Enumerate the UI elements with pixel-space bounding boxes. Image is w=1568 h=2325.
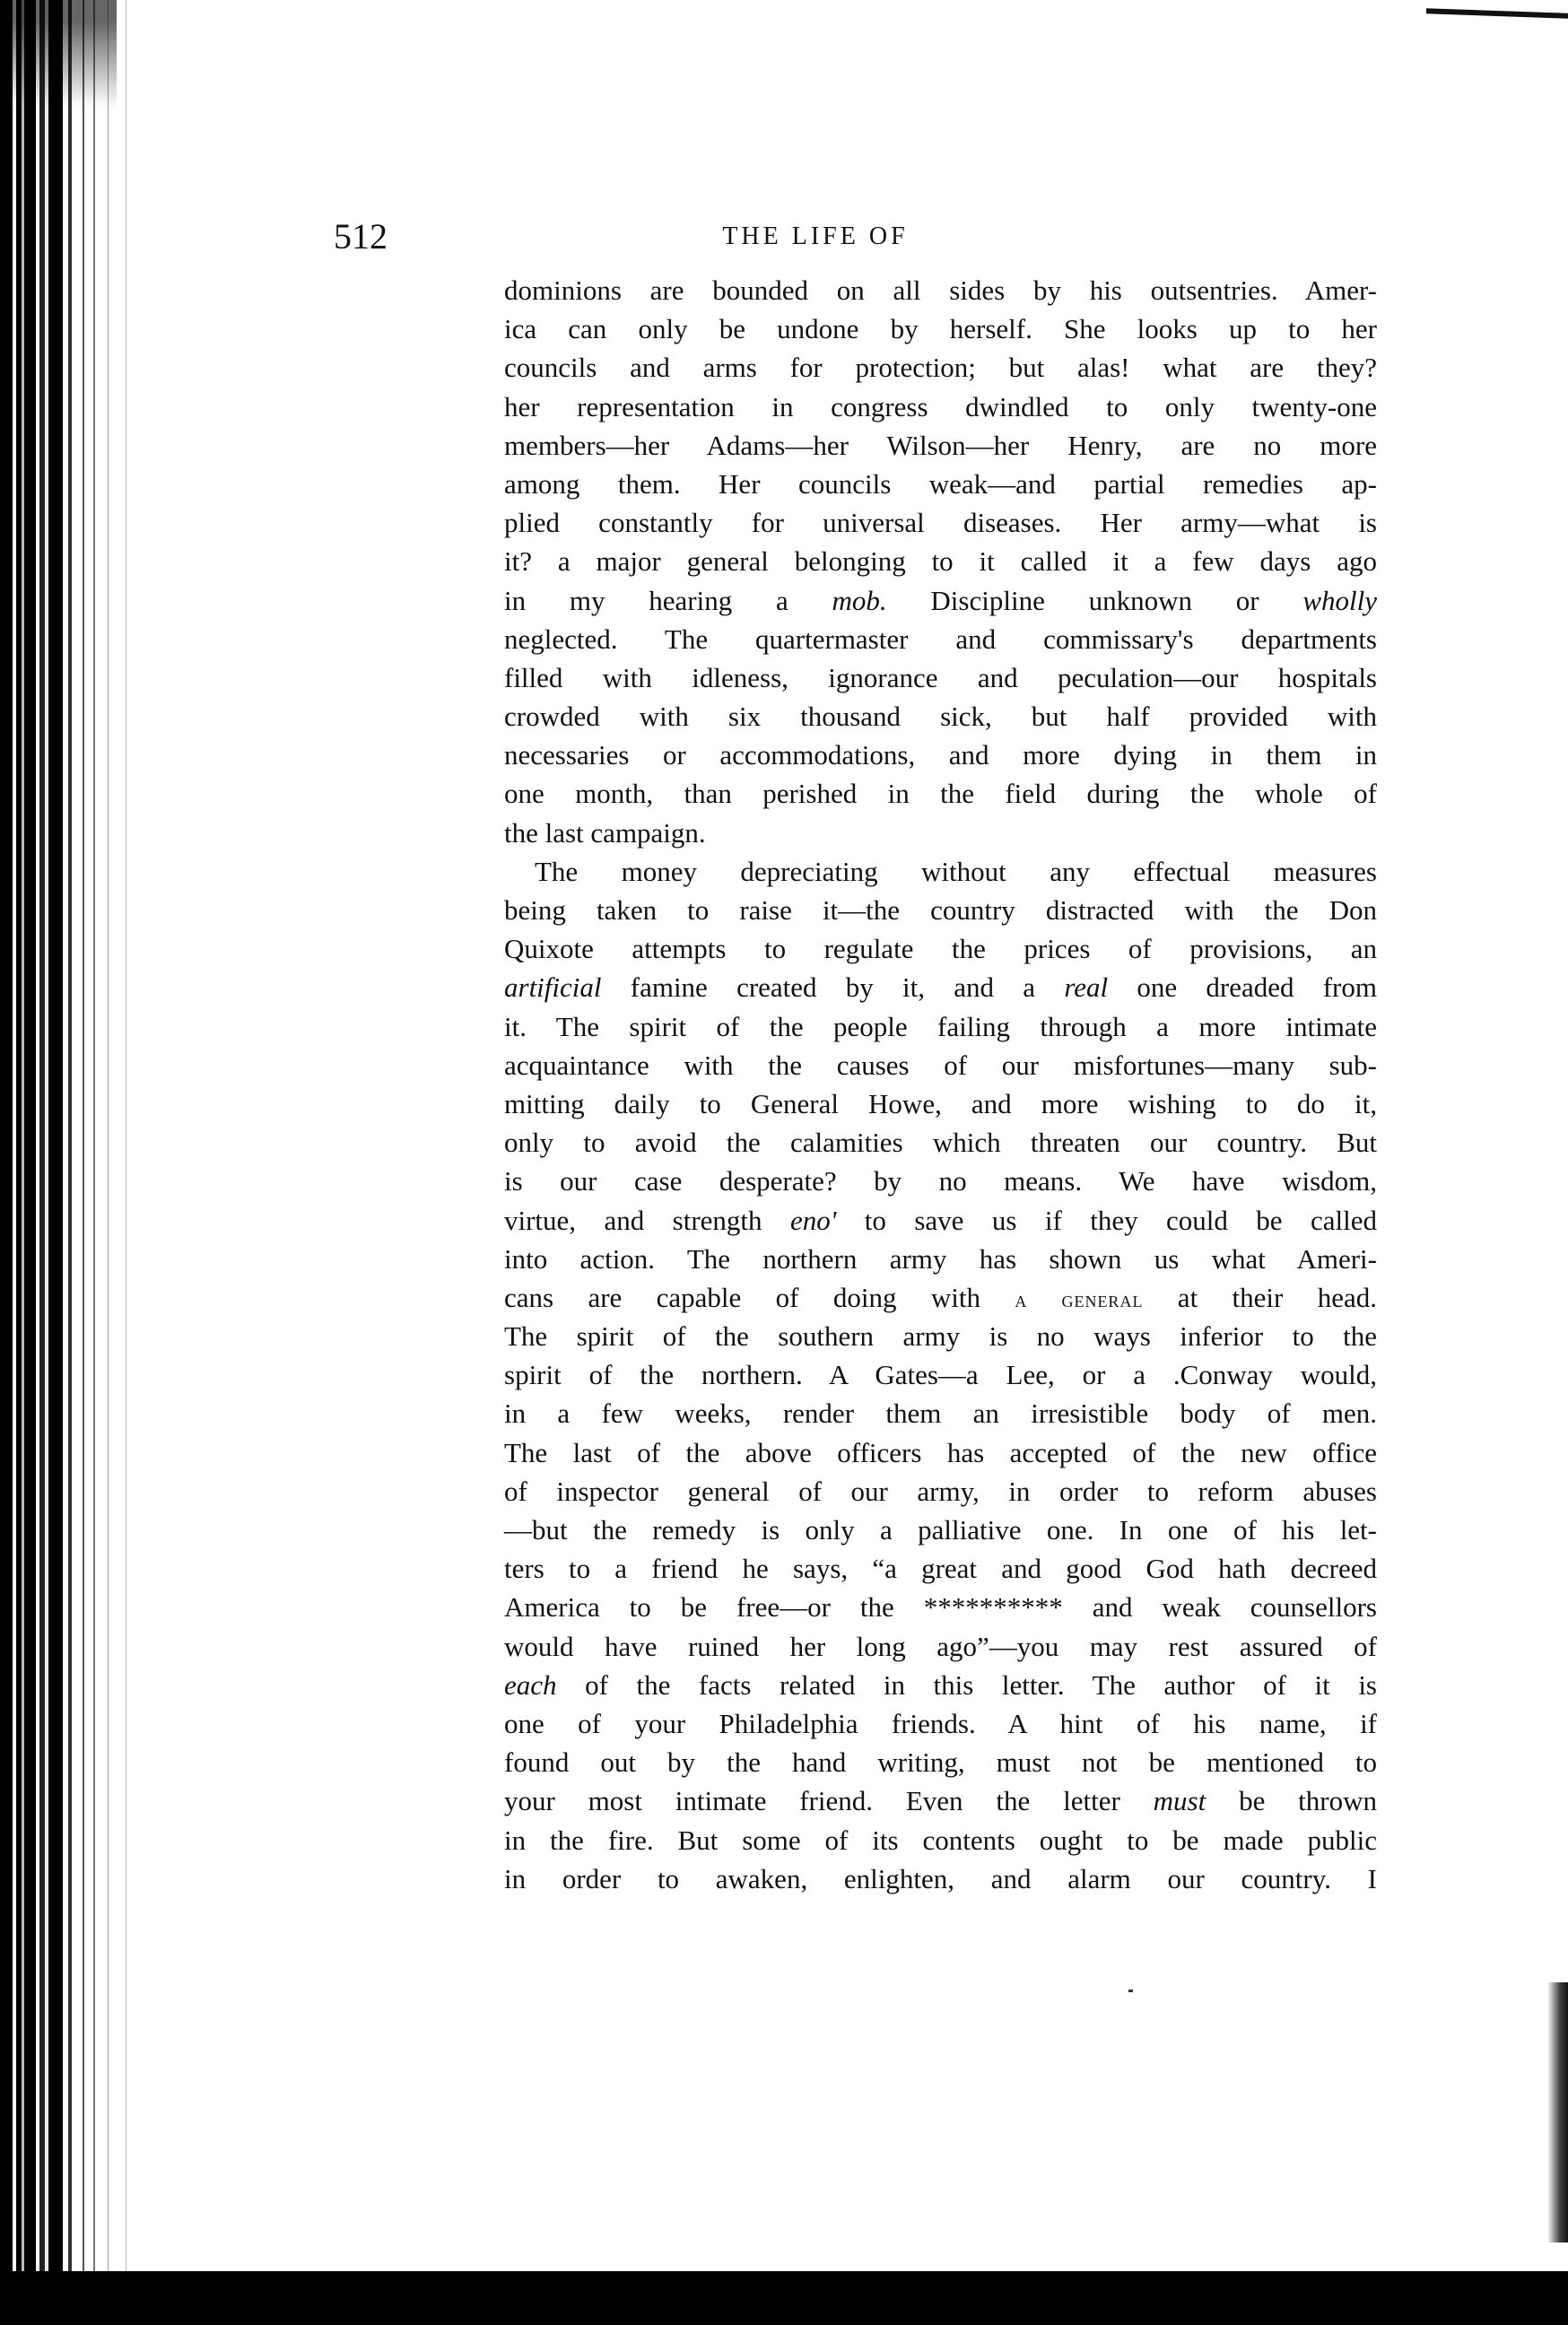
text-run: ica can only be undone by herself. She looks up to her [504, 313, 1377, 345]
text-line [504, 736, 1377, 774]
running-head: THE LIFE OF [722, 222, 909, 250]
text-line [504, 620, 1377, 658]
text-run: famine created by it, and a [601, 971, 1065, 1004]
text-run: Quixote attempts to regulate the prices of provisions, an [504, 933, 1377, 965]
text-line [504, 891, 1377, 929]
italic-text: wholly [1302, 584, 1377, 616]
text-run: in the fire. But some of its contents ought to be made public [504, 1824, 1377, 1856]
book-binding-edge [0, 0, 148, 2325]
text-line [504, 1781, 1377, 1820]
text-run: virtue, and strength [504, 1204, 790, 1236]
text-run: to save us if they could be called [836, 1204, 1377, 1236]
text-line [504, 1123, 1377, 1162]
text-line [504, 309, 1377, 348]
page-edge-shadow [1547, 1982, 1568, 2242]
italic-text: each [504, 1668, 557, 1701]
text-run: mitting daily to General Howe, and more wishing to do it, [504, 1087, 1377, 1119]
text-line [504, 581, 1377, 620]
text-run: Discipline unknown or [886, 584, 1303, 616]
italic-text: eno' [789, 1204, 837, 1236]
text-line [504, 271, 1377, 309]
text-line [504, 503, 1377, 542]
text-run: be thrown [1206, 1785, 1377, 1817]
text-line [504, 929, 1377, 968]
text-run: of the facts related in this letter. The author of it is [556, 1668, 1377, 1701]
body-text [504, 271, 1377, 1898]
text-line [504, 1084, 1377, 1123]
text-run: among them. Her councils weak—and partial remedies ap- [504, 467, 1377, 500]
text-run: The spirit of the southern army is no ways inferior to the [504, 1320, 1377, 1353]
text-run: filled with idleness, ignorance and peculation—our hospitals [504, 661, 1377, 693]
text-run: in a few weeks, render them an irresistible body of men. [504, 1398, 1377, 1430]
text-run: only to avoid the calamities which threaten our country. But [504, 1127, 1377, 1159]
text-run: one of your Philadelphia friends. A hint of his name, if [504, 1707, 1377, 1739]
text-line [504, 1704, 1377, 1743]
text-line [504, 1278, 1377, 1317]
text-run: spirit of the northern. A Gates—a Lee, or a .Conway would, [504, 1359, 1377, 1391]
text-run: The last of the above officers has accepted of the new office [504, 1436, 1377, 1468]
scan-edge-rule [1426, 8, 1568, 19]
text-line [504, 852, 1377, 891]
text-run: crowded with six thousand sick, but half provided with [504, 701, 1377, 733]
text-run: into action. The northern army has shown us what Ameri- [504, 1242, 1377, 1275]
text-run: her representation in congress dwindled to only twenty-one [504, 390, 1377, 422]
text-run: acquaintance with the causes of our misfortunes—many sub- [504, 1049, 1377, 1081]
italic-text: must [1153, 1785, 1206, 1817]
paragraph [504, 271, 1377, 852]
text-line [504, 1317, 1377, 1355]
text-line [504, 1472, 1377, 1511]
text-run: your most intimate friend. Even the letter [504, 1785, 1154, 1817]
text-run: councils and arms for protection; but alas! what are they? [504, 352, 1377, 384]
text-line [504, 1046, 1377, 1084]
paragraph [504, 852, 1377, 1898]
text-run: it? a major general belonging to it called it a few days ago [504, 545, 1377, 578]
text-line [504, 1859, 1377, 1898]
text-run: neglected. The quartermaster and commissary's departments [504, 623, 1377, 655]
italic-text: artificial [504, 971, 602, 1004]
text-line [504, 814, 1377, 852]
text-line [504, 1511, 1377, 1549]
text-line [504, 1201, 1377, 1240]
text-line [504, 1743, 1377, 1781]
italic-text: real [1064, 971, 1109, 1004]
text-run: at their head. [1143, 1281, 1377, 1313]
text-run: being taken to raise it—the country distracted with the Don [504, 894, 1377, 926]
text-run: plied constantly for universal diseases. Her army—what is [504, 507, 1377, 539]
text-line [504, 1821, 1377, 1859]
scan-speck [1128, 1990, 1133, 1992]
text-run: found out by the hand writing, must not be mentioned to [504, 1746, 1377, 1779]
text-line [504, 542, 1377, 580]
text-run: in order to awaken, enlighten, and alarm our country. I [504, 1862, 1377, 1894]
text-run: ters to a friend he says, “a great and good God hath decreed [504, 1553, 1377, 1585]
small-caps-text: a general [1015, 1285, 1144, 1312]
text-line [504, 697, 1377, 736]
text-line [504, 1394, 1377, 1432]
text-line [504, 1355, 1377, 1394]
text-line [504, 1549, 1377, 1588]
text-run: members—her Adams—her Wilson—her Henry, are no more [504, 429, 1377, 461]
text-line [504, 388, 1377, 426]
text-line [504, 1627, 1377, 1666]
text-run: one dreaded from [1108, 971, 1377, 1004]
text-run: cans are capable of doing with [504, 1281, 1015, 1313]
text-run: in my hearing a [504, 584, 832, 616]
text-line [504, 1588, 1377, 1626]
text-run: it. The spirit of the people failing through a more intimate [504, 1010, 1377, 1042]
text-run: The money depreciating without any effectual measures [535, 855, 1377, 887]
binding-shadow [0, 0, 117, 108]
text-line [504, 348, 1377, 387]
text-line [504, 1007, 1377, 1046]
text-line [504, 968, 1377, 1006]
text-run: necessaries or accommodations, and more dying in them in [504, 739, 1377, 771]
page-number: 512 [334, 216, 388, 257]
text-run: dominions are bounded on all sides by his outsentries. Amer- [504, 274, 1377, 306]
text-run: would have ruined her long ago”—you may rest assured of [504, 1630, 1377, 1662]
text-run: of inspector general of our army, in order to reform abuses [504, 1475, 1377, 1507]
text-line [504, 1162, 1377, 1200]
text-line [504, 1666, 1377, 1704]
text-run: the last campaign. [504, 816, 706, 849]
text-run: is our case desperate? by no means. We have wisdom, [504, 1165, 1377, 1197]
text-run: —but the remedy is only a palliative one. In one of his let- [504, 1514, 1377, 1546]
italic-text: mob. [832, 584, 887, 616]
text-line [504, 465, 1377, 503]
scan-bottom-border [0, 2271, 1568, 2325]
text-line [504, 774, 1377, 813]
text-line [504, 1433, 1377, 1472]
text-line [504, 658, 1377, 697]
text-run: America to be free—or the ********** and weak counsellors [504, 1591, 1377, 1624]
text-line [504, 1240, 1377, 1278]
text-line [504, 426, 1377, 465]
text-run: one month, than perished in the field during the whole of [504, 778, 1377, 810]
